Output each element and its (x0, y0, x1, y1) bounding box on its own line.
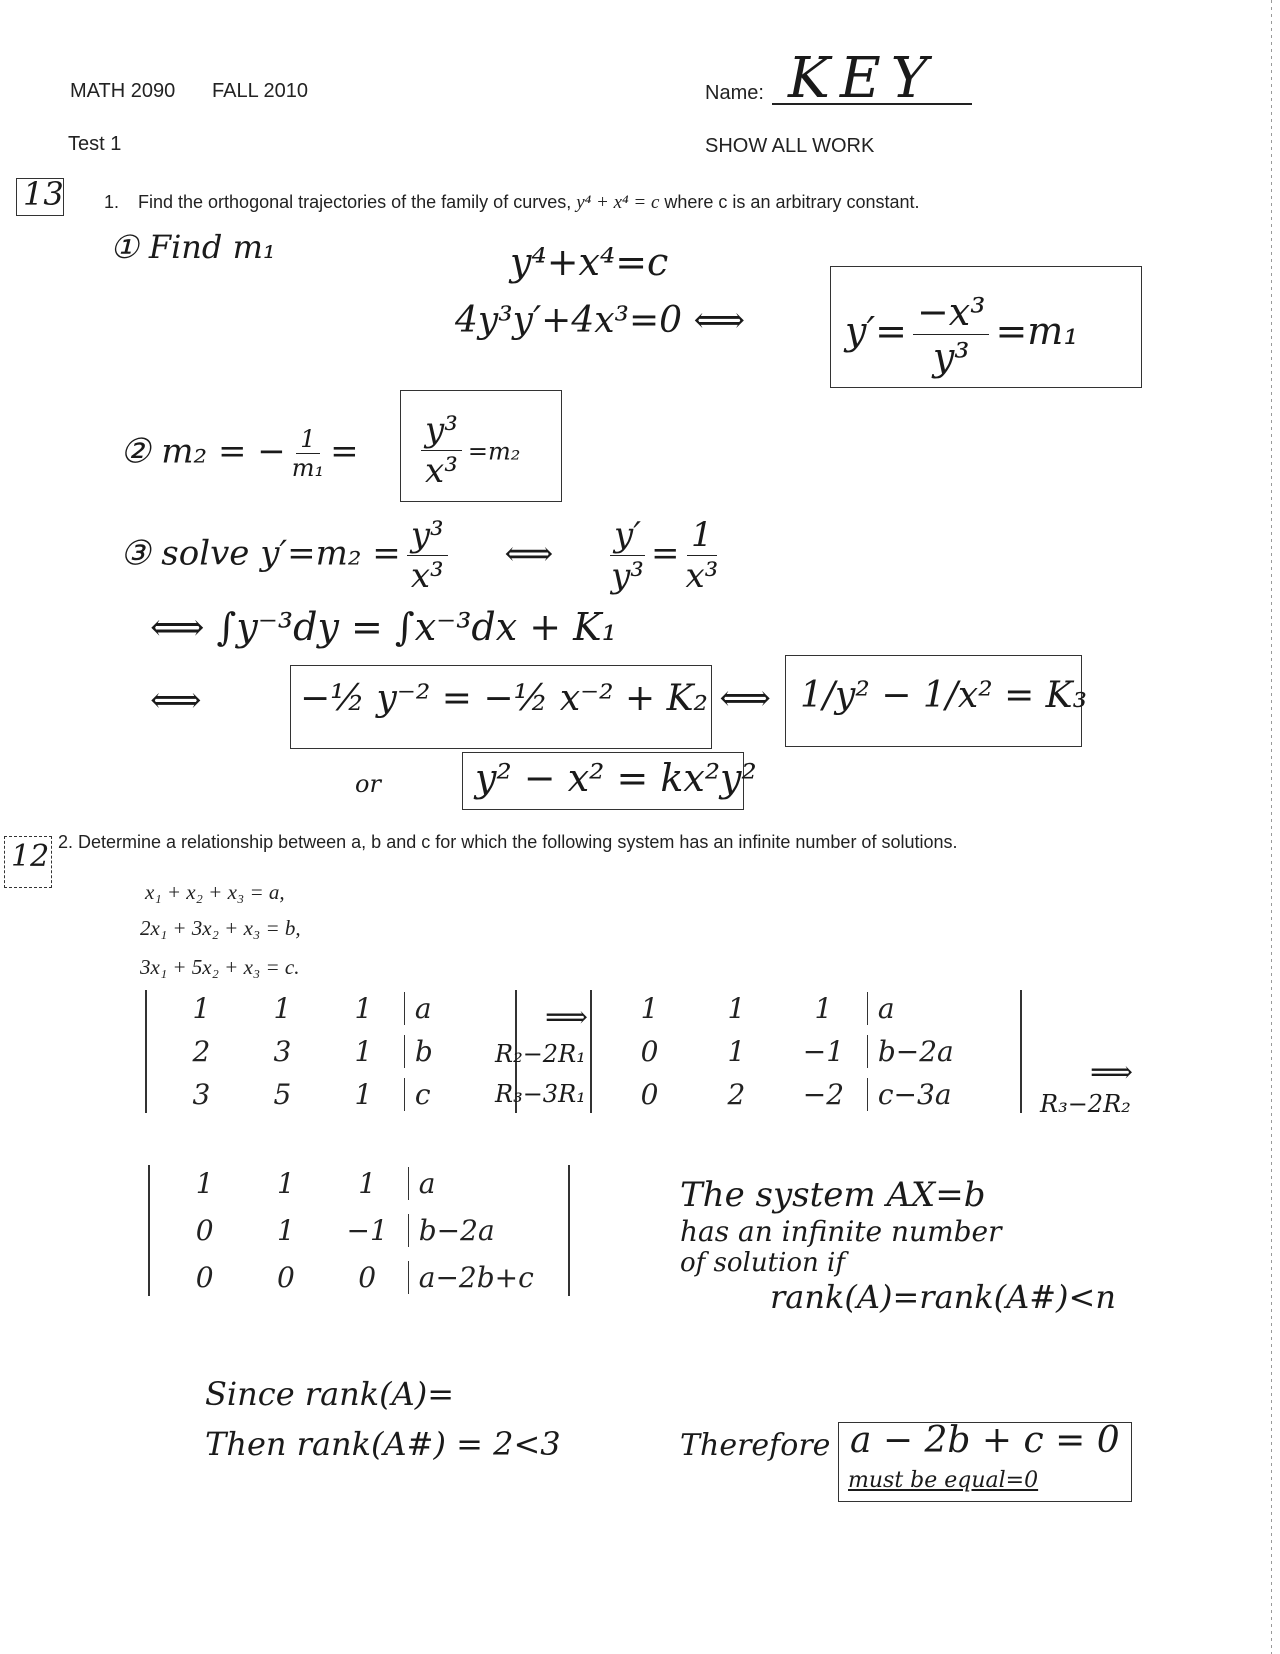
step2-eq: = (330, 431, 359, 472)
row-op-2: R₃−3R₁ (495, 1080, 586, 1108)
step3-text: ③ solve y′=m₂ = (120, 533, 401, 574)
step2-label (120, 425, 359, 482)
note-line: rank(A)=rank(A#)<n (770, 1278, 1116, 1316)
step3-den: x³ (410, 556, 444, 596)
step2-den: m₁ (291, 454, 325, 482)
q2-answer: a − 2b + c = 0 (850, 1420, 1120, 1461)
or-label: or (355, 770, 381, 798)
step5: −½ y⁻² = −½ x⁻² + K₂ ⟺ (300, 678, 771, 719)
note-line: has an infinite number (680, 1215, 1002, 1248)
course-code: MATH 2090 (70, 80, 176, 102)
matrix-cell: 0 (195, 1214, 214, 1247)
matrix-cell: 1 (273, 992, 292, 1025)
system-eq-3: 3x₁ + 5x₂ + x₃ = c. (140, 955, 300, 979)
q1-prompt-text: Find the orthogonal trajectories of the family of curves, (138, 192, 572, 212)
matrix-cell: 5 (273, 1078, 292, 1111)
note-line: of solution if (680, 1248, 845, 1278)
step2-text: ② m₂ = − (120, 431, 286, 472)
step5-result: 1/y² − 1/x² = K₃ (800, 675, 1087, 716)
score-q2: 12 (11, 839, 50, 874)
augmented-matrix-3 (148, 1165, 570, 1296)
step1-label: ① Find m₁ (110, 228, 276, 266)
matrix-cell: 0 (195, 1261, 214, 1294)
rank-note (680, 1175, 1116, 1316)
q2-prompt: 2. Determine a relationship between a, b and c for which the following system has an infinite number of solutions. (58, 832, 958, 852)
matrix-cell: a (408, 1167, 554, 1200)
step4: ⟺ ∫y⁻³dy = ∫x⁻³dx + K₁ (150, 605, 617, 649)
q1-prompt (138, 192, 920, 214)
matrix-cell: a (404, 992, 501, 1025)
matrix-cell: b (404, 1035, 501, 1068)
matrix-cell: 3 (192, 1078, 211, 1111)
name-handwritten: KEY (788, 46, 938, 111)
row-op-1: R₂−2R₁ (495, 1040, 586, 1068)
step3-num2: y′ (610, 515, 645, 556)
augmented-matrix-2 (590, 990, 1022, 1113)
matrix-cell: a (867, 992, 1006, 1025)
matrix-cell: c−3a (867, 1078, 1006, 1111)
matrix-cell: 1 (195, 1167, 214, 1200)
step1-eq2: 4y³y′+4x³=0 ⟺ (455, 300, 746, 341)
q2-answer-note: must be equal=0 (848, 1468, 1039, 1493)
step3-num: y³ (407, 515, 448, 556)
then-line: Then rank(A#) = 2<3 (205, 1425, 561, 1463)
score-box-q2 (4, 836, 52, 888)
step3 (120, 515, 724, 596)
step2-result (415, 410, 520, 491)
matrix-cell: b−2a (867, 1035, 1006, 1068)
matrix-cell: b−2a (408, 1214, 554, 1247)
result-num: −x³ (913, 290, 990, 335)
step3-num3: 1 (687, 515, 717, 556)
instruction: SHOW ALL WORK (705, 135, 875, 157)
step3-eq: = (650, 533, 680, 574)
matrix-cell: 1 (814, 992, 833, 1025)
term: FALL 2010 (212, 80, 309, 102)
step3-den2: y³ (611, 556, 644, 596)
m2-rhs: =m₂ (467, 437, 521, 466)
matrix-cell: 2 (727, 1078, 746, 1111)
system-eq-1: x₁ + x₂ + x₃ = a, (145, 880, 285, 904)
matrix-cell: 0 (640, 1035, 659, 1068)
result-rhs: =m₁ (995, 309, 1079, 353)
matrix-cell: 3 (273, 1035, 292, 1068)
system-eq-2: 2x₁ + 3x₂ + x₃ = b, (140, 916, 301, 940)
step2-num: 1 (296, 425, 319, 454)
matrix-cell: 1 (727, 1035, 746, 1068)
therefore-label: Therefore (680, 1428, 831, 1463)
score-q1: 13 (23, 175, 64, 213)
step1-eq1: y⁴+x⁴=c (510, 240, 669, 284)
matrix-cell: 0 (640, 1078, 659, 1111)
matrix-cell: 1 (192, 992, 211, 1025)
matrix-cell: 1 (358, 1167, 377, 1200)
matrix-cell: 1 (354, 1078, 373, 1111)
step3-den3: x³ (685, 556, 719, 596)
step3-iff: ⟺ (504, 533, 554, 574)
matrix-cell: −1 (346, 1214, 388, 1247)
augmented-matrix-1 (145, 990, 517, 1113)
score-box-q1 (16, 175, 64, 216)
step5-iff: ⟺ (150, 680, 202, 721)
q1-number: 1. (104, 192, 120, 212)
matrix-cell: 1 (276, 1214, 295, 1247)
matrix-cell: 1 (727, 992, 746, 1025)
result-lhs: y′= (845, 309, 907, 353)
note-line: The system AX=b (680, 1175, 986, 1215)
matrix-cell: 1 (640, 992, 659, 1025)
step1-result (845, 290, 1079, 379)
matrix-cell: 0 (358, 1261, 377, 1294)
matrix-cell: −2 (802, 1078, 845, 1111)
matrix-cell: 2 (192, 1035, 211, 1068)
q1-prompt-text-end: where c is an arbitrary constant. (664, 192, 920, 212)
m2-den: x³ (425, 451, 458, 491)
name-label: Name: (705, 82, 764, 104)
arrow-1: ⟹ (545, 1000, 589, 1035)
q1-final: y² − x² = kx²y² (475, 756, 757, 800)
matrix-cell: 1 (276, 1167, 295, 1200)
matrix-cell: 1 (354, 1035, 373, 1068)
q1-equation: y⁴ + x⁴ = c (576, 192, 660, 213)
matrix-cell: 0 (276, 1261, 295, 1294)
arrow-2: ⟹ (1090, 1055, 1134, 1090)
scan-edge (1271, 0, 1272, 1654)
m2-num: y³ (421, 410, 462, 451)
row-op-3: R₃−2R₂ (1040, 1090, 1131, 1118)
matrix-cell: a−2b+c (408, 1261, 554, 1294)
matrix-cell: c (404, 1078, 501, 1111)
matrix-cell: −1 (802, 1035, 845, 1068)
since-line: Since rank(A)= (205, 1375, 455, 1413)
test-title: Test 1 (68, 133, 122, 155)
result-den: y³ (932, 335, 970, 379)
matrix-cell: 1 (354, 992, 373, 1025)
